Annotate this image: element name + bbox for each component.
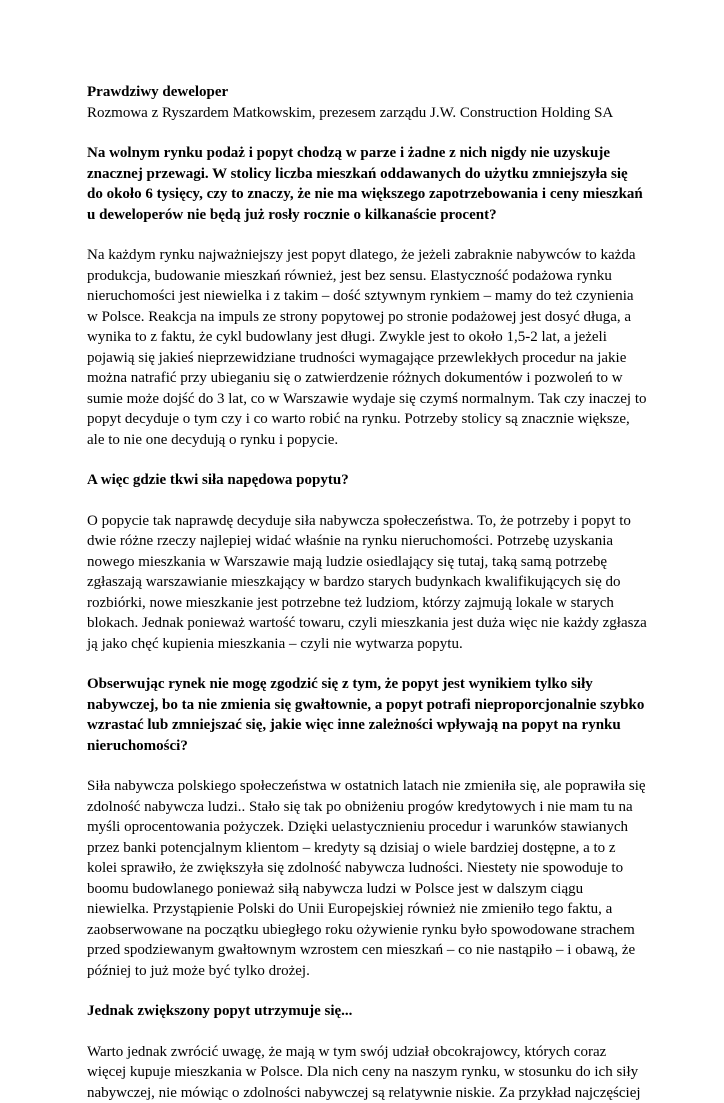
interview-answer-3: Siła nabywcza polskiego społeczeństwa w ostatnich latach nie zmieniła się, ale poprawiła się zdolność nabywcza ludzi.. Stało się tak po obniżeniu progów kredytowych i nie mam tu na myśli oprocentowania pożyczek. Dzięki uelastycznieniu procedur i warunków stawianych przez banki potencjalnym klientom – kredyty są dzisiaj o wiele bardziej dostępne, a to z kolei sprawiło, że zwiększyła się zdolność nabywcza ludności. Niestety nie spowoduje to boomu budowlanego ponieważ siłą nabywcza ludzi w Polsce jest w dalszym ciągu niewielka. Przystąpienie Polski do Unii Europejskiej również nie zmieniło tego faktu, a zaobserwowane na początku ubiegłego roku ożywienie rynku było spowodowane strachem przed spodziewanym gwałtownym wzrostem cen mieszkań – co nie nastąpiło – i obawą, że później to już może być tylko drożej. — [87, 776, 647, 981]
interview-question-1: Na wolnym rynku podaż i popyt chodzą w parze i żadne z nich nigdy nie uzyskuje znacznej przewagi. W stolicy liczba mieszkań oddawanych do użytku zmniejszyła się do około 6 tysięcy, czy to znaczy, że nie ma większego zapotrzebowania i ceny mieszkań u deweloperów nie będą już rosły rocznie o kilkanaście procent? — [87, 143, 647, 225]
interview-question-4: Jednak zwiększony popyt utrzymuje się... — [87, 1001, 647, 1022]
interview-question-2: A więc gdzie tkwi siła napędowa popytu? — [87, 470, 647, 491]
interview-question-3: Obserwując rynek nie mogę zgodzić się z tym, że popyt jest wynikiem tylko siły nabywczej, bo ta nie zmienia się gwałtownie, a popyt potrafi nieproporcjonalnie szybko wzrastać lub zmniejszać się, jakie więc inne zależności wpływają na popyt na rynku nieruchomości? — [87, 674, 647, 756]
article-subtitle: Rozmowa z Ryszardem Matkowskim, prezesem zarządu J.W. Construction Holding SA — [87, 103, 647, 124]
document-page — [87, 82, 647, 1103]
interview-answer-2: O popycie tak naprawdę decyduje siła nabywcza społeczeństwa. To, że potrzeby i popyt to dwie różne rzeczy najlepiej widać właśnie na rynku nieruchomości. Potrzebę uzyskania nowego mieszkania w Warszawie mają ludzie osiedlający się tutaj, taką samą potrzebę zgłaszają warszawianie mieszkający w bardzo starych budynkach kwalifikujących się do rozbiórki, nowe mieszkanie jest potrzebne też ludziom, którzy zajmują lokale w starych blokach. Jednak ponieważ wartość towaru, czyli mieszkania jest duża więc nie każdy zgłasza ją jako chęć kupienia mieszkania – czyli nie wytwarza popytu. — [87, 511, 647, 655]
interview-answer-1: Na każdym rynku najważniejszy jest popyt dlatego, że jeżeli zabraknie nabywców to każda produkcja, budowanie mieszkań również, jest bez sensu. Elastyczność podażowa rynku nieruchomości jest niewielka i z takim – dość sztywnym rynkiem – mamy do też czynienia w Polsce. Reakcja na impuls ze strony popytowej po stronie podażowej jest dosyć długa, a wynika to z faktu, że cykl budowlany jest długi. Zwykle jest to około 1,5-2 lat, a jeżeli pojawią się jakieś nieprzewidziane trudności wymagające przewlekłych procedur na jakie można natrafić przy ubieganiu się o zatwierdzenie różnych dokumentów i pozwoleń to w sumie może dojść do 3 lat, co w Warszawie wydaje się czymś normalnym. Tak czy inaczej to popyt decyduje o tym czy i co warto robić na rynku. Potrzeby stolicy są znacznie większe, ale to nie one decydują o rynku i popycie. — [87, 245, 647, 450]
interview-answer-4: Warto jednak zwrócić uwagę, że mają w tym swój udział obcokrajowcy, których coraz więcej kupuje mieszkania w Polsce. Dla nich ceny na naszym rynku, w stosunku do ich siły nabywczej, nie mówiąc o zdolności nabywczej są relatywnie niskie. Za przykład najczęściej — [87, 1042, 647, 1103]
article-title: Prawdziwy deweloper — [87, 82, 647, 103]
